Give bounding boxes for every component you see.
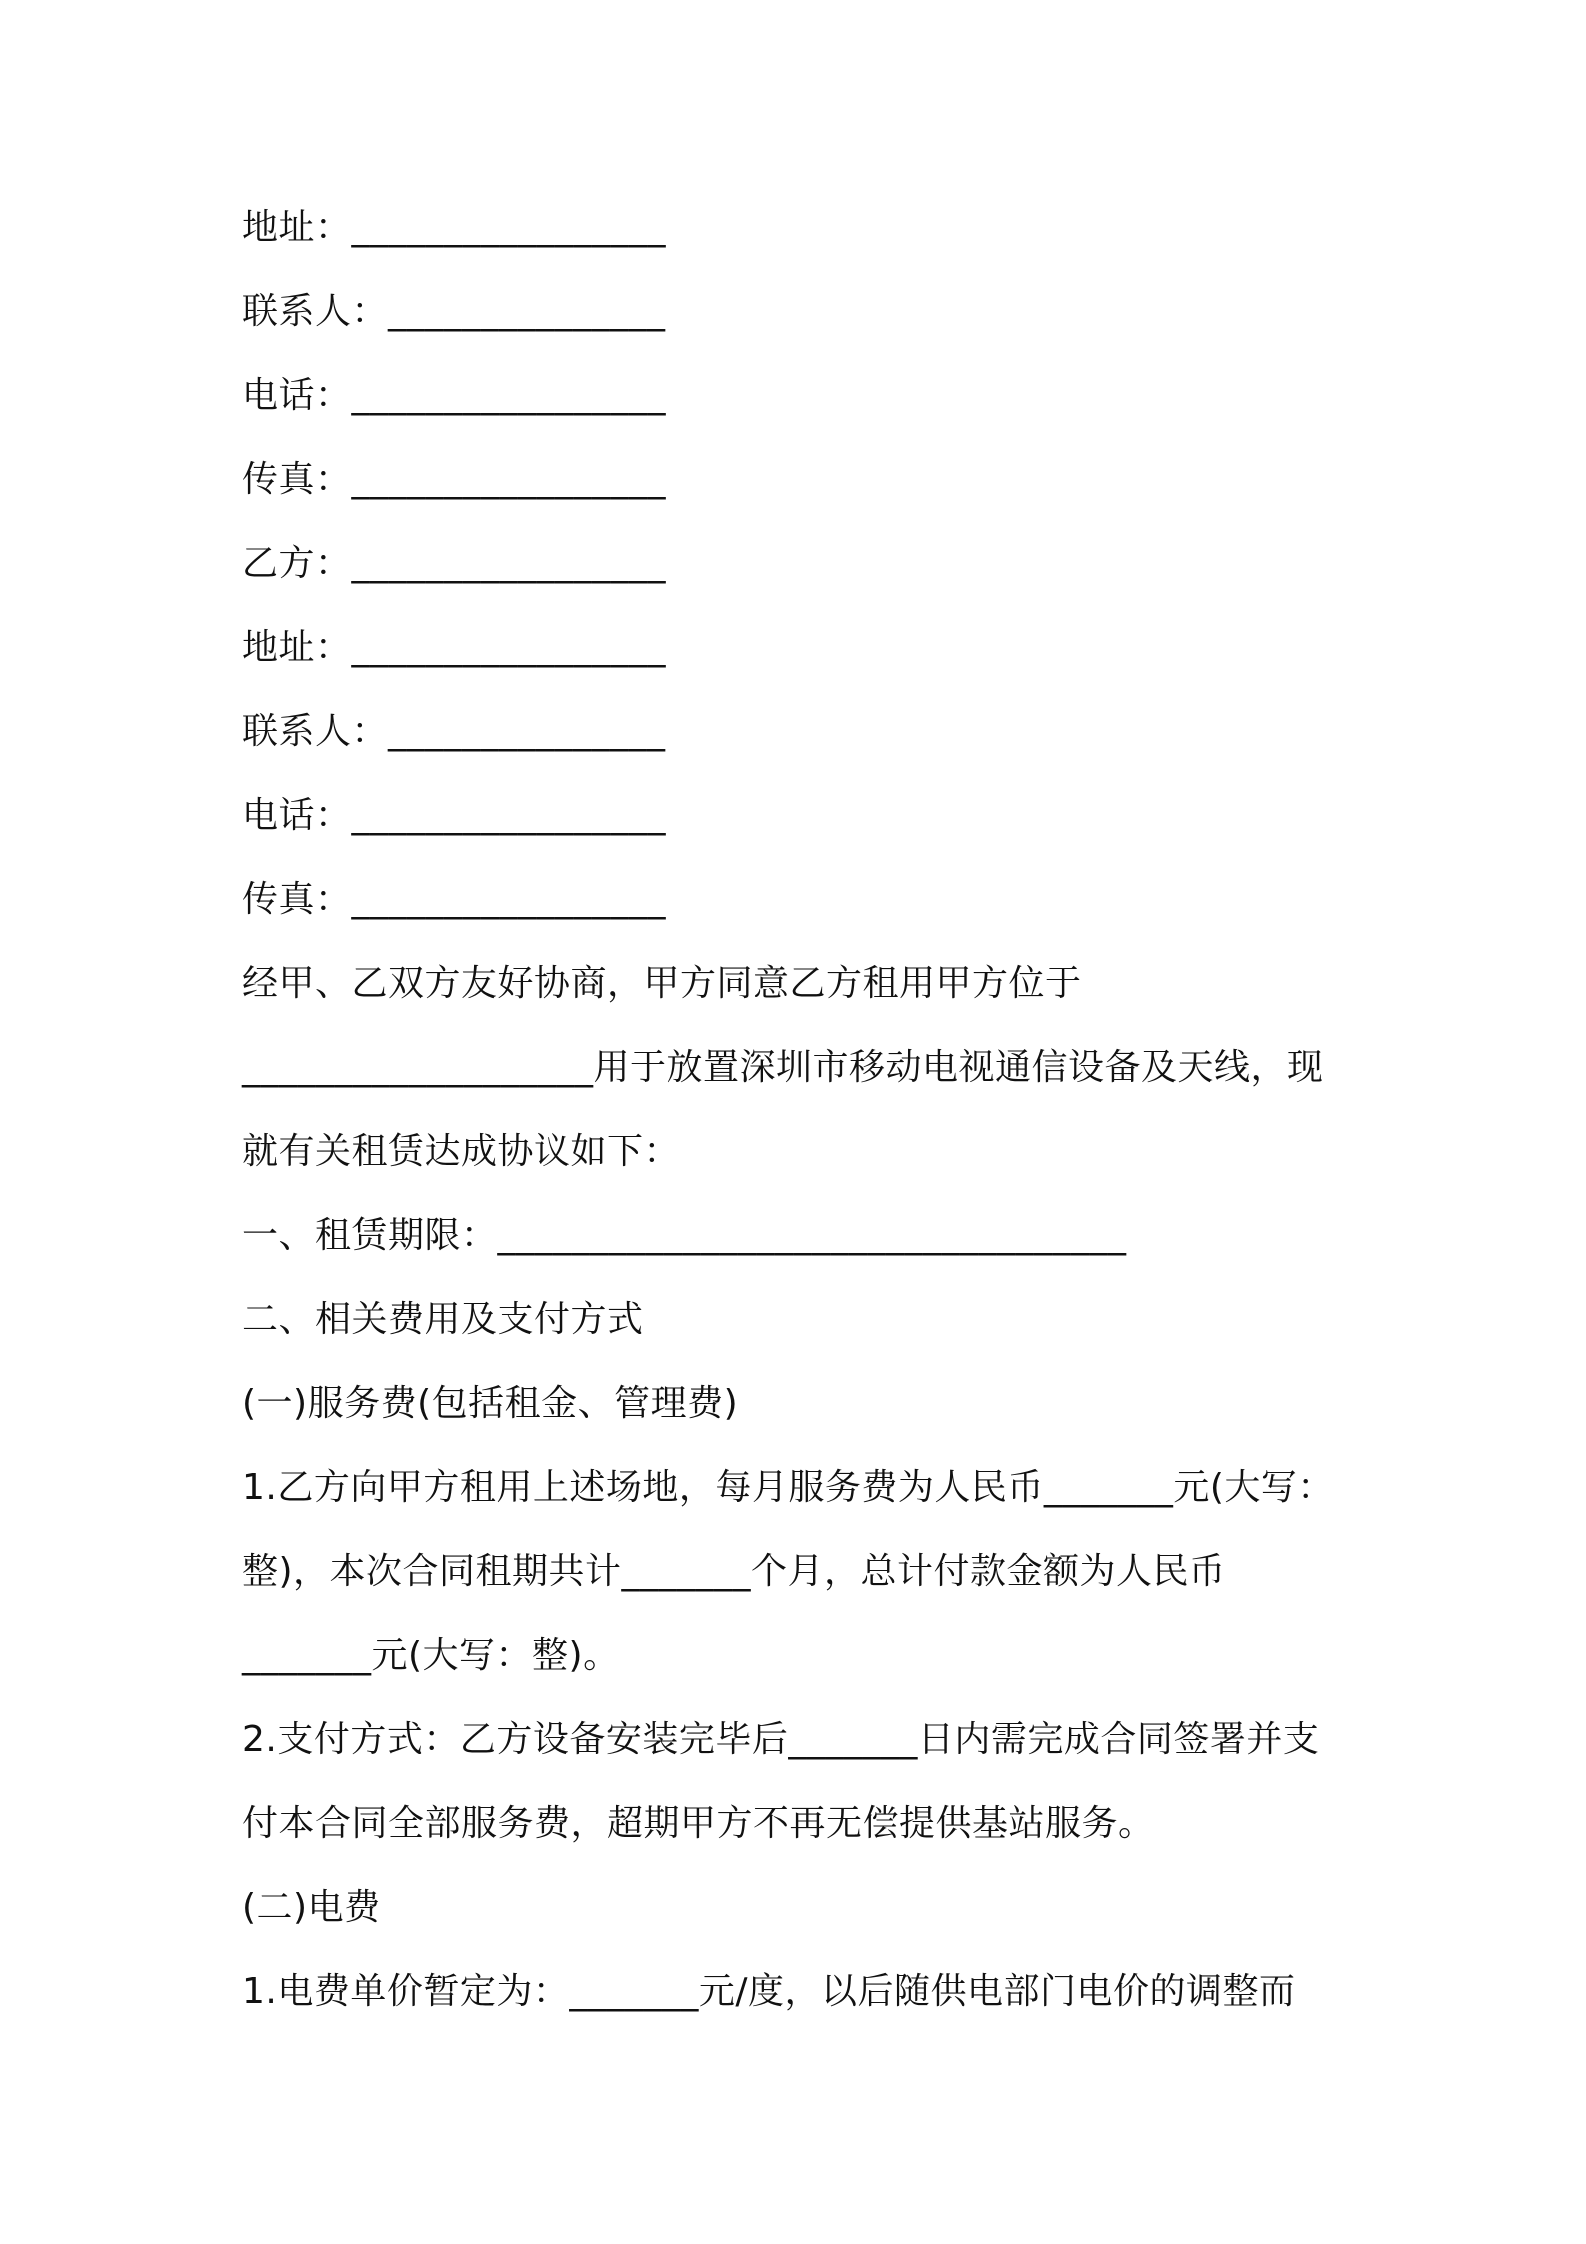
fees-payment-heading: 二、相关费用及支付方式 [242,1299,644,1340]
electricity-subheading: (二)电费 [242,1887,381,1928]
lease-term-heading: 一、租赁期限：__________________________________ [242,1215,1127,1256]
preamble-line-3: 就有关租赁达成协议如下： [242,1131,681,1172]
preamble-line-1: 经甲、乙双方友好协商，甲方同意乙方租用甲方位于 [242,963,1082,1004]
party-a-phone-line: 电话：_________________ [242,375,667,416]
party-b-address-line: 地址：_________________ [242,627,667,668]
electricity-clause-1: 1.电费单价暂定为：_______元/度，以后随供电部门电价的调整而 [242,1971,1296,2012]
preamble-line-2: ___________________用于放置深圳市移动电视通信设备及天线，现 [242,1047,1324,1088]
party-a-contact-line: 联系人：_______________ [242,291,666,332]
party-b-name-line: 乙方：_________________ [242,543,667,584]
payment-clause-2b: 付本合同全部服务费，超期甲方不再无偿提供基站服务。 [242,1803,1155,1844]
party-b-phone-line: 电话：_________________ [242,795,667,836]
party-b-fax-line: 传真：_________________ [242,879,667,920]
payment-clause-2a: 2.支付方式：乙方设备安装完毕后_______日内需完成合同签署并支 [242,1719,1320,1760]
service-fee-clause-1a: 1.乙方向甲方租用上述场地，每月服务费为人民币_______元(大写： [242,1467,1334,1508]
service-fee-subheading: (一)服务费(包括租金、管理费) [242,1383,739,1424]
party-b-contact-line: 联系人：_______________ [242,711,666,752]
party-a-fax-line: 传真：_________________ [242,459,667,500]
service-fee-clause-1c: _______元(大写：整)。 [242,1635,620,1676]
party-a-address-line: 地址：_________________ [242,207,667,248]
service-fee-clause-1b: 整)，本次合同租期共计_______个月，总计付款金额为人民币 [242,1551,1226,1592]
